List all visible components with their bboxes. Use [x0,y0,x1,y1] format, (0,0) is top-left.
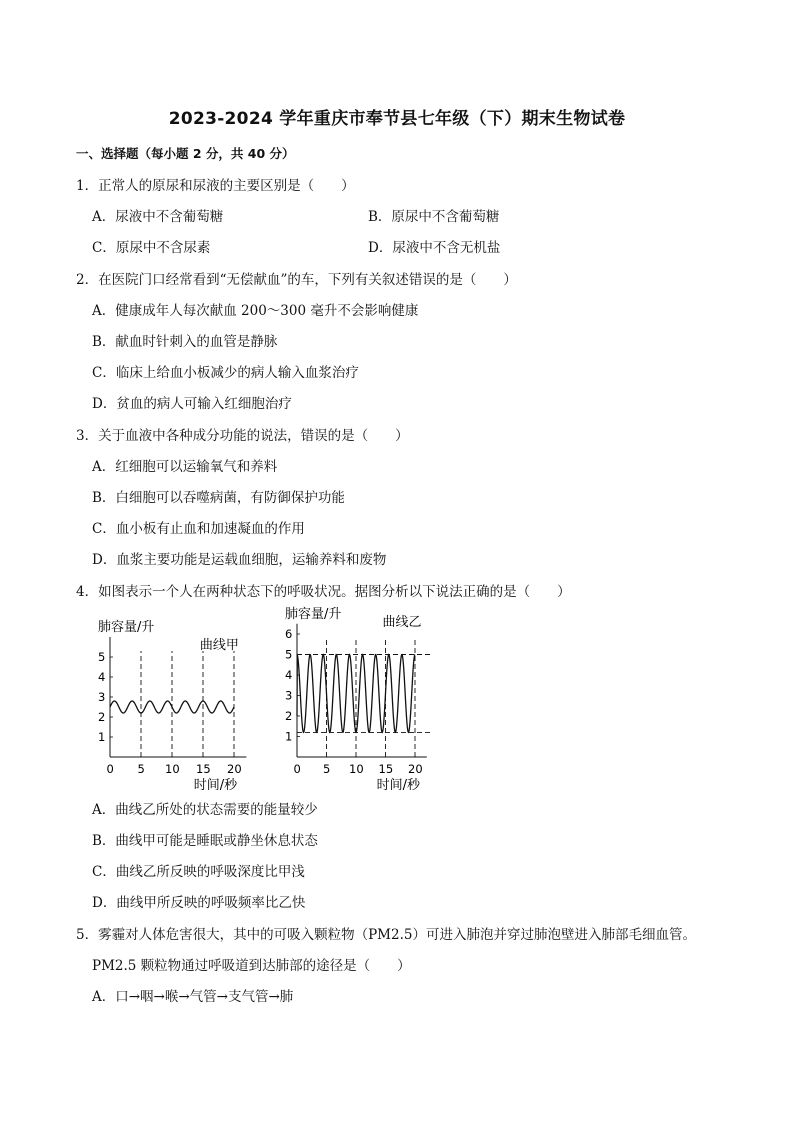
question-2-stem: 2．在医院门口经常看到“无偿献血”的车，下列有关叙述错误的是（ ） [76,272,517,288]
series-line [110,701,234,713]
x-tick-label: 0 [106,762,114,776]
x-tick-label: 15 [378,762,394,776]
question-3-option-c: C．血小板有止血和加速凝血的作用 [92,521,305,537]
question-5-stem-continued: PM2.5 颗粒物通过呼吸道到达肺部的途径是（ ） [92,958,411,974]
y-tick-label: 1 [285,729,293,744]
question-2-option-b: B．献血时针刺入的血管是静脉 [92,334,278,350]
y-tick-label: 1 [98,730,106,744]
series-label: 曲线甲 [199,638,239,653]
question-2-option-a: A．健康成年人每次献血 200～300 毫升不会影响健康 [92,303,419,319]
chart-curve-jia [98,619,246,790]
y-tick-label: 5 [98,650,106,664]
y-tick-label: 5 [285,647,293,662]
question-1-option-a: A．尿液中不含葡萄糖 [92,209,224,225]
x-tick-label: 10 [165,762,180,776]
question-5-stem: 5．雾霾对人体危害很大，其中的可吸入颗粒物（PM2.5）可进入肺泡并穿过肺泡壁进入肺部毛细血管。 [76,927,696,943]
series-label: 曲线乙 [382,614,422,630]
x-tick-label: 5 [137,762,145,776]
question-1-option-c: C．原尿中不含尿素 [92,240,211,256]
question-1-stem: 1．正常人的原尿和尿液的主要区别是（ ） [76,178,355,194]
y-axis-label: 肺容量/升 [285,606,342,622]
x-tick-label: 5 [323,762,331,776]
y-tick-label: 3 [98,690,106,704]
x-tick-label: 20 [408,762,423,776]
respiration-graphs [82,600,462,790]
y-tick-label: 4 [285,668,293,682]
y-tick-label: 4 [98,670,106,684]
question-4-option-d: D．曲线甲所反映的呼吸频率比乙快 [92,895,306,911]
y-tick-label: 3 [285,688,293,703]
question-5-option-a: A．口→咽→喉→气管→支气管→肺 [92,989,294,1005]
section-heading: 一、选择题（每小题 2 分，共 40 分） [76,146,295,161]
question-3-option-b: B．白细胞可以吞噬病菌，有防御保护功能 [92,490,345,506]
question-2-option-d: D．贫血的病人可输入红细胞治疗 [92,396,292,412]
question-1-option-b: B．原尿中不含葡萄糖 [368,209,500,225]
chart-curve-yi [285,606,431,790]
y-tick-label: 6 [285,627,293,641]
x-tick-label: 20 [227,762,242,776]
page-title: 2023-2024 学年重庆市奉节县七年级（下）期末生物试卷 [168,109,626,129]
question-3-option-a: A．红细胞可以运输氧气和养料 [92,459,278,475]
x-tick-label: 0 [293,762,301,776]
question-2-option-c: C．临床上给血小板减少的病人输入血浆治疗 [92,365,359,381]
y-tick-label: 2 [98,710,106,724]
question-4-option-b: B．曲线甲可能是睡眠或静坐休息状态 [92,833,318,849]
x-tick-label: 10 [349,762,364,776]
x-axis-label: 时间/秒 [193,778,238,790]
question-4-stem: 4．如图表示一个人在两种状态下的呼吸状况。据图分析以下说法正确的是（ ） [76,584,571,600]
question-3-stem: 3．关于血液中各种成分功能的说法，错误的是（ ） [76,428,409,444]
question-4-option-c: C．曲线乙所反映的呼吸深度比甲浅 [92,864,305,880]
y-axis-label: 肺容量/升 [98,620,155,635]
question-4-option-a: A．曲线乙所处的状态需要的能量较少 [92,802,318,818]
x-tick-label: 15 [196,762,211,776]
question-1-option-d: D．尿液中不含无机盐 [368,240,501,256]
question-3-option-d: D．血浆主要功能是运载血细胞，运输养料和废物 [92,552,387,568]
y-tick-label: 2 [285,709,293,723]
x-axis-label: 时间/秒 [376,778,421,790]
